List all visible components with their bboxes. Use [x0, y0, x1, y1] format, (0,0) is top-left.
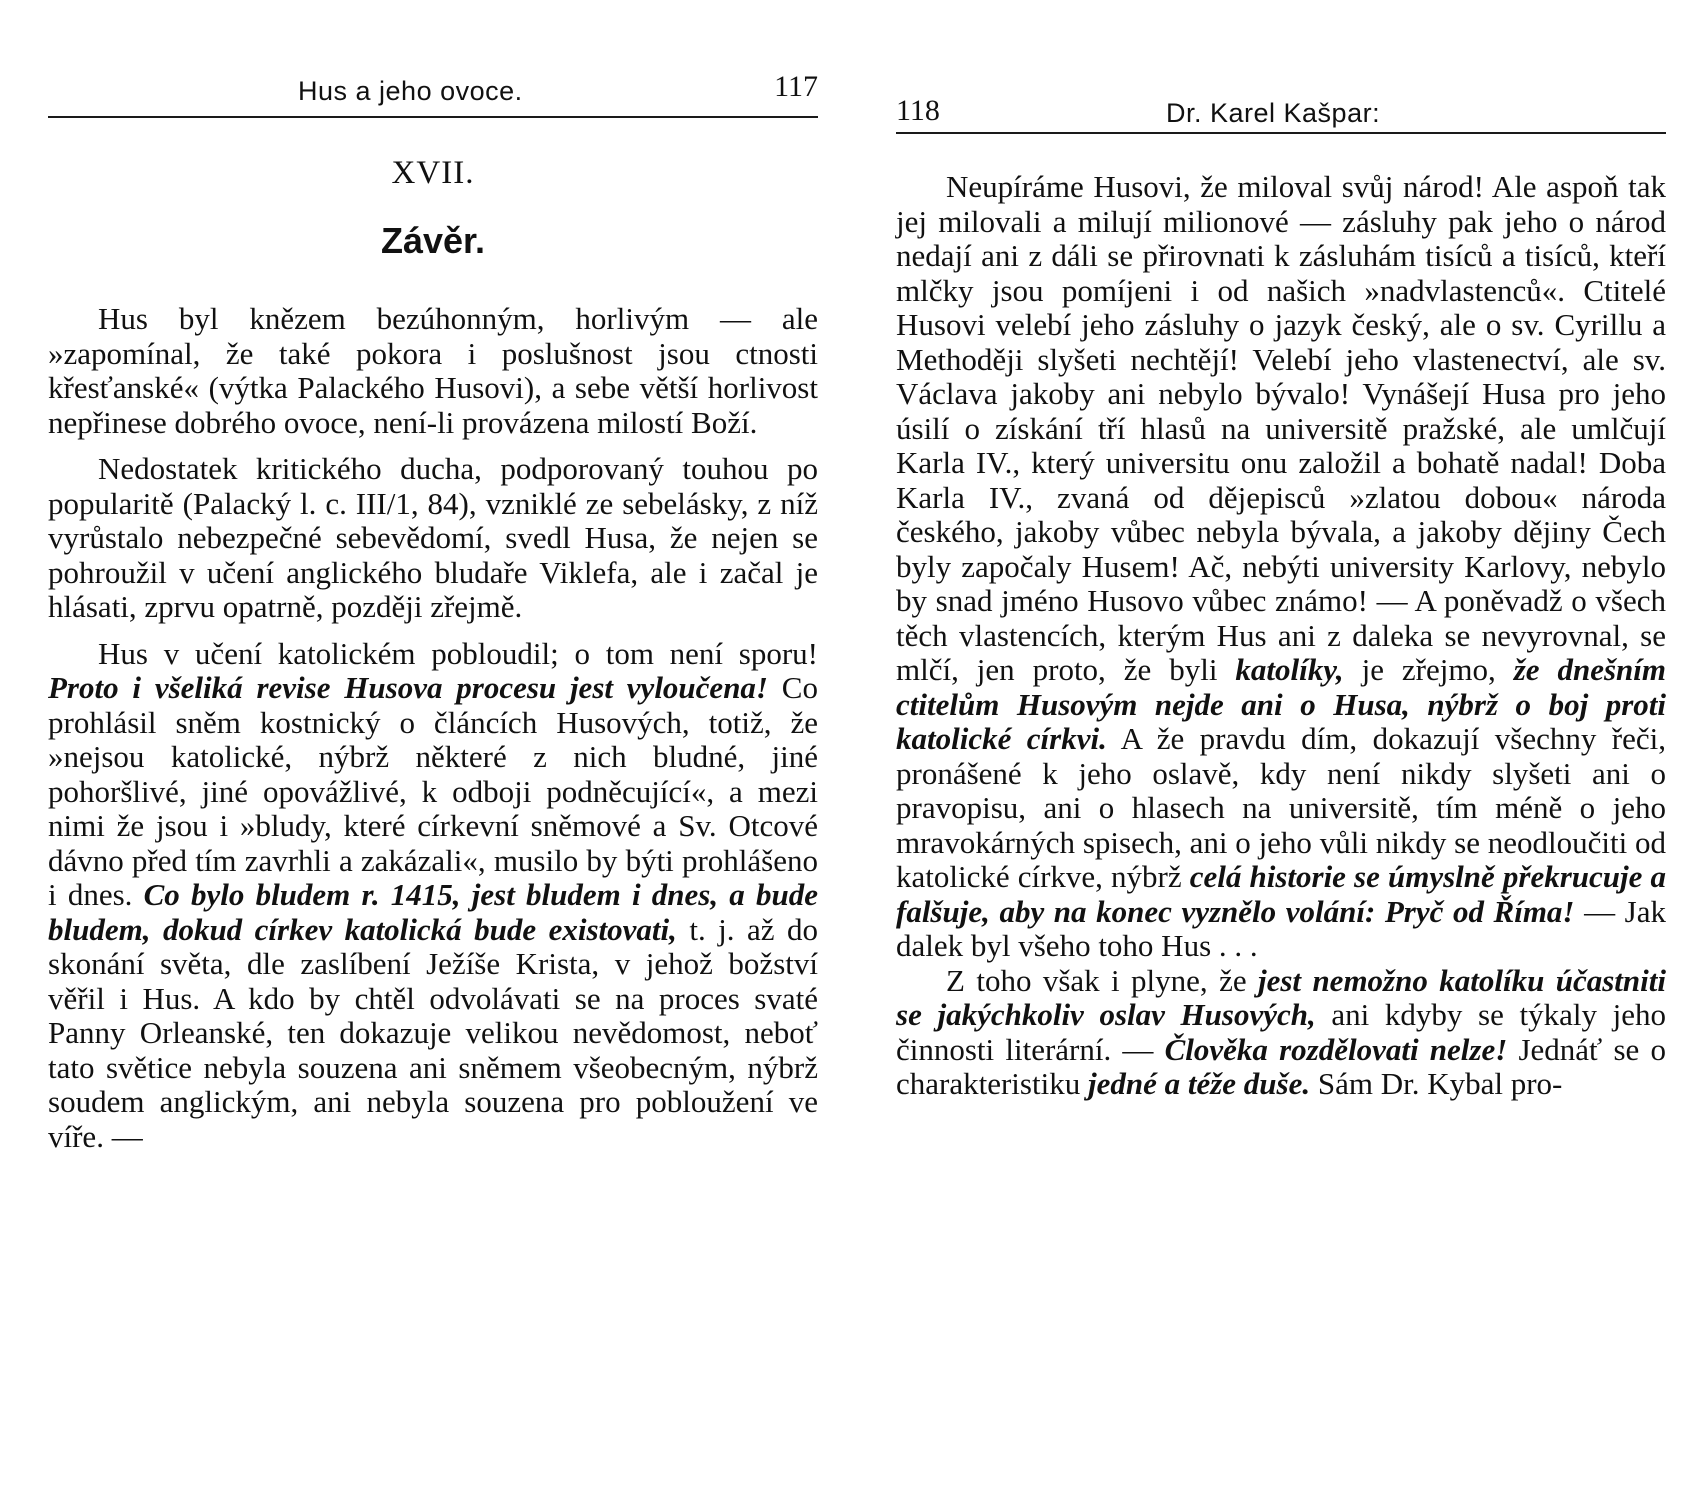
emphasis-segment: celá historie se úmyslně překrucuje a falšuje, aby na konec vyznělo volání: Pryč od Říma!: [896, 859, 1666, 929]
emphasis-segment: jest nemožno katolíku účastniti se jakýchkoliv oslav Husových,: [896, 962, 1666, 1032]
chapter-title: Závěr.: [380, 220, 486, 261]
text-segment: ani kdyby se týkaly jeho činnosti literární. —: [896, 997, 1666, 1067]
text-segment: Neupíráme Husovi, že miloval svůj národ! Ale aspoň tak jej milovali a milují milionové — zásluhy pak jeho o národ nedají ani z dáli se přirovnati k zásluhám tisíců a tisíců, kteří mlčky jsou pomíjeni i od našich »nadvlastenců«. Ctitelé Husovi velebí jeho zásluhy o jazyk český, ale o sv. Cyrillu a Methoději slyšeti nechtějí! Velebí jeho vlastenectví, ale sv. Václava jakoby ani nebylo bývalo! Vynášejí Husa pro jeho úsilí o získání tří hlasů na universitě pražské, ale umlčují Karla IV., který universitu onu založil a bohatě nadal! Doba Karla IV., zvaná od dějepisců »zlatou dobou« národa českého, jakoby vůbec nebyla bývala, a jakoby dějiny Čech byly započaly Husem! Ač, nebýti university Karlovy, nebylo by snad jméno Husovo vůbec známo! — A poněvadž o všech těch vlastencích, kterým Hus ani z daleka se nevyrovnal, se mlčí, jen proto, že byli: [896, 169, 1666, 687]
body-text: [896, 170, 1666, 1102]
text-segment: Nedostatek kritického ducha, podporovaný touhou po popularitě (Palacký l. c. III/1, 84), vzniklé ze sebelásky, z níž vyrůstalo nebezpečné sebevědomí, svedl Husa, že nejen se pohroužil v učení anglického bludaře Viklefa, ale i začal je hlásati, zprvu opatrně, později zřejmě.: [48, 451, 818, 624]
text-segment: t. j. až do skonání světa, dle zaslíbení Ježíše Krista, v jehož božství věřil i Hus. A kdo by chtěl odvolávati se na proces svaté Panny Orleanské, ten dokazuje velikou nevědomost, neboť tato světice nebyla souzena ani sněmem všeobecným, nýbrž soudem anglickým, ani nebyla souzena pro pobloužení ve víře. —: [48, 911, 818, 1154]
body-text: [48, 302, 818, 1154]
text-segment: Hus byl knězem bezúhonným, horlivým — ale »zapomínal, že také pokora i poslušnost jsou ctnosti křesťanské« (výtka Palackého Husovi), a sebe větší horlivost nepřinese dobrého ovoce, není-li provázena milostí Boží.: [48, 301, 818, 440]
text-segment: A že pravdu dím, dokazují všechny řeči, pronášené k jeho oslavě, kdy není nikdy slyšeti ani o pravopisu, ani o hlasech na universitě, tím méně o jeho mravokárných spisech, ani o jeho vůli nikdy se neodloučiti od katolické církve, nýbrž: [896, 721, 1666, 894]
running-head: [48, 70, 818, 120]
page-number: 118: [896, 94, 940, 127]
paragraph: [48, 452, 818, 625]
emphasis-segment: Co bylo bludem r. 1415, jest bludem i dnes, a bude bludem, dokud církev katolická bude existovati,: [48, 877, 818, 947]
text-segment: Sám Dr. Kybal pro-: [1310, 1066, 1563, 1101]
text-segment: Z toho však i plyne, že: [946, 962, 1258, 998]
text-segment: — Jak dalek byl všeho toho Hus . . .: [896, 893, 1667, 963]
running-title: Dr. Karel Kašpar:: [1166, 98, 1381, 128]
paragraph: [896, 170, 1666, 964]
emphasis-segment: Proto i všeliká revise Husova procesu jest vyloučena!: [48, 670, 768, 705]
text-segment: Hus v učení katolickém pobloudil; o tom není sporu!: [98, 635, 818, 671]
paragraph: [896, 964, 1666, 1102]
emphasis-segment: že dnešním ctitelům Husovým nejde ani o Husa, nýbrž o boj proti katolické církvi.: [896, 652, 1666, 756]
emphasis-segment: katolíky,: [1235, 652, 1344, 687]
header-rule: [896, 132, 1666, 134]
emphasis-segment: Člověka rozdělovati nelze!: [1164, 1031, 1508, 1067]
paragraph: [48, 637, 818, 1155]
header-rule: [48, 116, 818, 118]
chapter-number: XVII.: [391, 155, 475, 191]
paragraph: [48, 302, 818, 440]
text-segment: Jednáť se o charakteristiku: [896, 1031, 1666, 1101]
emphasis-segment: jedné a téže duše.: [1087, 1066, 1311, 1101]
page-number: 117: [774, 70, 818, 103]
running-title: Hus a jeho ovoce.: [298, 76, 523, 106]
text-segment: je zřejmo,: [1343, 652, 1514, 687]
text-segment: Co prohlásil sněm kostnický o článcích Husových, totiž, že »nejsou katolické, nýbrž některé z nich bludné, jiné pohoršlivé, jiné opovážlivé, k odboji podněcující«, a mezi nimi že jsou i »bludy, které církevní sněmové a Sv. Otcové dávno před tím zavrhli a zakázali«, musilo by býti prohlášeno i dnes.: [48, 670, 818, 912]
